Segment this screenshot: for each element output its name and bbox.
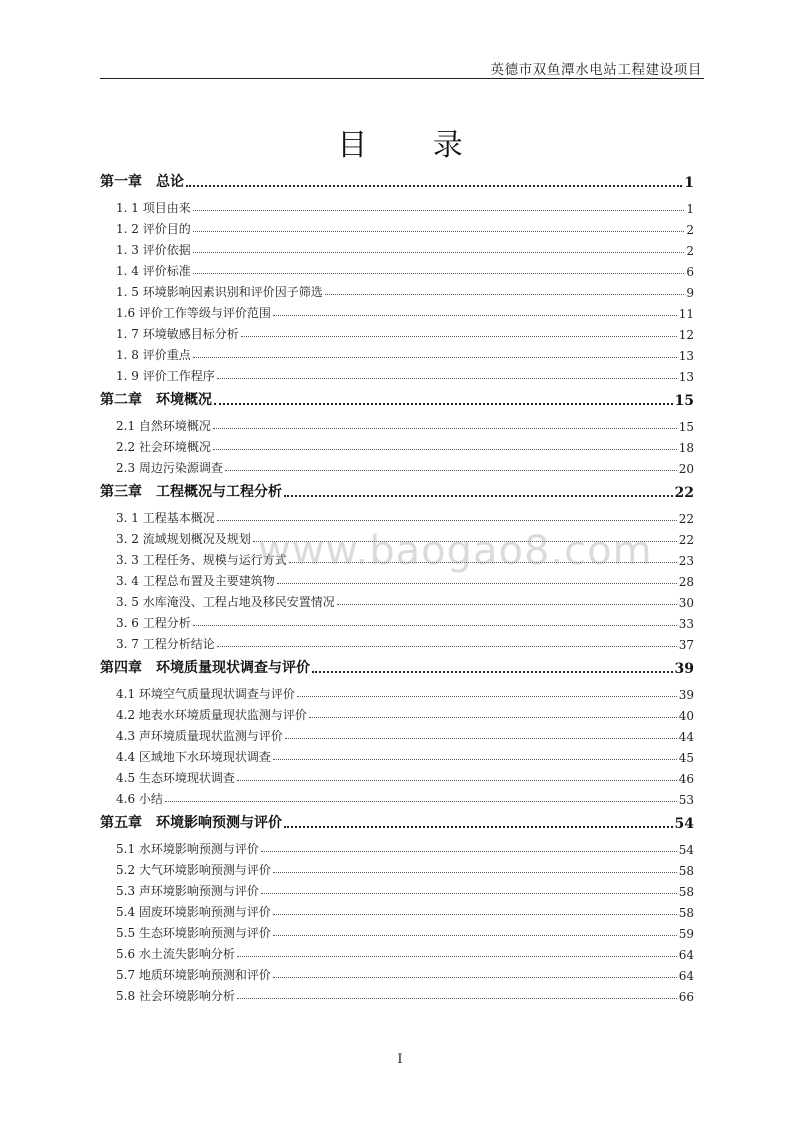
toc-chapter-entry[interactable] <box>100 387 694 409</box>
toc-section-entry[interactable] <box>100 300 694 321</box>
toc-section-entry-page-number: 58 <box>678 885 694 899</box>
toc-chapter-entry[interactable] <box>100 810 694 832</box>
dot-leader <box>261 851 677 852</box>
toc-section-entry[interactable] <box>100 195 694 216</box>
toc-section-entry-label: 5.3 声环境影响预测与评价 <box>116 884 259 898</box>
toc-section-entry-page-number: 30 <box>678 596 694 610</box>
toc-section-entry-label: 4.4 区域地下水环境现状调查 <box>116 750 271 764</box>
toc-section-entry-page-number: 64 <box>678 969 694 983</box>
toc-chapter-entry-label: 第二章 环境概况 <box>100 392 212 408</box>
toc-section-entry-page-number: 46 <box>678 772 694 786</box>
dot-leader <box>237 956 677 957</box>
dot-leader <box>237 780 677 781</box>
dot-leader <box>309 717 677 718</box>
toc-section-entry[interactable] <box>100 610 694 631</box>
toc-chapter-entry-page-number: 39 <box>674 661 694 677</box>
toc-section-entry-page-number: 33 <box>678 617 694 631</box>
toc-section-entry[interactable] <box>100 505 694 526</box>
toc-section-entry[interactable] <box>100 258 694 279</box>
toc-section-entry-page-number: 20 <box>678 462 694 476</box>
toc-section-entry[interactable] <box>100 363 694 384</box>
dot-leader <box>273 759 677 760</box>
toc-chapter-entry[interactable] <box>100 655 694 677</box>
toc-section-entry-label: 3. 4 工程总布置及主要建筑物 <box>116 574 275 588</box>
toc-section-entry[interactable] <box>100 279 694 300</box>
toc-section-entry-page-number: 39 <box>678 688 694 702</box>
toc-chapter-entry-page-number: 1 <box>684 175 694 191</box>
toc-section-entry-label: 3. 1 工程基本概况 <box>116 511 215 525</box>
toc-section-entry[interactable] <box>100 983 694 1004</box>
dot-leader <box>186 185 682 187</box>
dot-leader <box>312 671 673 673</box>
toc-chapter-entry[interactable] <box>100 169 694 191</box>
toc-section-entry-label: 3. 2 流域规划概况及规划 <box>116 532 251 546</box>
toc-section-entry-page-number: 13 <box>678 349 694 363</box>
dot-leader <box>193 357 677 358</box>
toc-section-entry[interactable] <box>100 681 694 702</box>
toc-section-entry-label: 5.4 固废环境影响预测与评价 <box>116 905 271 919</box>
toc-section-entry-page-number: 22 <box>678 512 694 526</box>
toc-section-entry[interactable] <box>100 744 694 765</box>
toc-section-entry-label: 4.3 声环境质量现状监测与评价 <box>116 729 283 743</box>
toc-section-entry-page-number: 13 <box>678 370 694 384</box>
toc-section-entry-label: 1. 5 环境影响因素识别和评价因子筛选 <box>116 285 323 299</box>
toc-section-entry-page-number: 15 <box>678 420 694 434</box>
toc-section-entry-label: 3. 5 水库淹没、工程占地及移民安置情况 <box>116 595 335 609</box>
dot-leader <box>217 646 677 647</box>
toc-section-entry-page-number: 11 <box>678 307 694 321</box>
toc-chapter-entry-page-number: 54 <box>674 816 694 832</box>
toc-section-entry-label: 5.1 水环境影响预测与评价 <box>116 842 259 856</box>
toc-section-entry-page-number: 28 <box>678 575 694 589</box>
toc-section-entry-page-number: 58 <box>678 864 694 878</box>
toc-section-entry[interactable] <box>100 434 694 455</box>
toc-section-entry-page-number: 53 <box>678 793 694 807</box>
toc-section-entry-label: 1. 3 评价依据 <box>116 243 191 257</box>
toc-section-entry-label: 4.1 环境空气质量现状调查与评价 <box>116 687 295 701</box>
toc-section-entry-label: 4.6 小结 <box>116 792 163 806</box>
toc-section-entry-label: 1.6 评价工作等级与评价范围 <box>116 306 271 320</box>
toc-section-entry-label: 5.2 大气环境影响预测与评价 <box>116 863 271 877</box>
dot-leader <box>297 696 677 697</box>
toc-section-entry-label: 1. 8 评价重点 <box>116 348 191 362</box>
dot-leader <box>217 378 677 379</box>
toc-section-entry-page-number: 44 <box>678 730 694 744</box>
dot-leader <box>193 625 677 626</box>
dot-leader <box>284 826 673 828</box>
toc-chapter-entry-label: 第一章 总论 <box>100 174 184 190</box>
toc-section-entry[interactable] <box>100 899 694 920</box>
toc-section-entry-page-number: 59 <box>678 927 694 941</box>
dot-leader <box>213 449 677 450</box>
toc-section-entry[interactable] <box>100 342 694 363</box>
toc-section-entry-page-number: 23 <box>678 554 694 568</box>
toc-section-entry[interactable] <box>100 786 694 807</box>
toc-section-entry-label: 3. 6 工程分析 <box>116 616 191 630</box>
toc-section-entry[interactable] <box>100 878 694 899</box>
toc-section-entry[interactable] <box>100 941 694 962</box>
toc-section-entry[interactable] <box>100 765 694 786</box>
toc-chapter-entry[interactable] <box>100 479 694 501</box>
dot-leader <box>273 935 677 936</box>
watermark: www.baogao8.com <box>258 528 653 574</box>
dot-leader <box>241 336 677 337</box>
toc-section-entry-page-number: 1 <box>686 202 694 216</box>
toc-section-entry-page-number: 58 <box>678 906 694 920</box>
dot-leader <box>273 315 677 316</box>
toc-section-entry[interactable] <box>100 857 694 878</box>
toc-section-entry-label: 4.2 地表水环境质量现状监测与评价 <box>116 708 307 722</box>
toc-section-entry-page-number: 64 <box>678 948 694 962</box>
toc-section-entry-page-number: 2 <box>686 244 694 258</box>
toc-section-entry-label: 3. 3 工程任务、规模与运行方式 <box>116 553 287 567</box>
dot-leader <box>213 428 677 429</box>
toc-chapter-entry-page-number: 15 <box>674 393 694 409</box>
table-of-contents <box>100 166 694 1004</box>
dot-leader <box>337 604 677 605</box>
toc-section-entry[interactable] <box>100 589 694 610</box>
toc-section-entry-label: 3. 7 工程分析结论 <box>116 637 215 651</box>
toc-section-entry[interactable] <box>100 413 694 434</box>
dot-leader <box>273 914 677 915</box>
toc-section-entry-label: 5.8 社会环境影响分析 <box>116 989 235 1003</box>
dot-leader <box>165 801 677 802</box>
page-number: I <box>397 1052 403 1067</box>
toc-section-entry-label: 2.1 自然环境概况 <box>116 419 211 433</box>
dot-leader <box>193 273 685 274</box>
toc-section-entry-label: 5.5 生态环境影响预测与评价 <box>116 926 271 940</box>
toc-section-entry[interactable] <box>100 455 694 476</box>
toc-title: 目 录 <box>337 128 491 163</box>
header-rule <box>100 78 704 79</box>
toc-chapter-entry-label: 第五章 环境影响预测与评价 <box>100 815 282 831</box>
toc-section-entry-page-number: 6 <box>686 265 694 279</box>
toc-section-entry-page-number: 9 <box>686 286 694 300</box>
toc-section-entry-page-number: 22 <box>678 533 694 547</box>
toc-section-entry-label: 5.6 水土流失影响分析 <box>116 947 235 961</box>
toc-section-entry-label: 2.2 社会环境概况 <box>116 440 211 454</box>
dot-leader <box>193 231 685 232</box>
dot-leader <box>225 470 677 471</box>
toc-section-entry[interactable] <box>100 723 694 744</box>
toc-section-entry-page-number: 12 <box>678 328 694 342</box>
toc-section-entry-label: 1. 4 评价标准 <box>116 264 191 278</box>
toc-section-entry[interactable] <box>100 962 694 983</box>
dot-leader <box>193 252 685 253</box>
toc-section-entry[interactable] <box>100 631 694 652</box>
toc-chapter-entry-page-number: 22 <box>674 485 694 501</box>
toc-section-entry-page-number: 40 <box>678 709 694 723</box>
dot-leader <box>217 520 677 521</box>
toc-section-entry[interactable] <box>100 216 694 237</box>
dot-leader <box>237 998 677 999</box>
toc-section-entry-page-number: 45 <box>678 751 694 765</box>
toc-section-entry-label: 2.3 周边污染源调查 <box>116 461 223 475</box>
toc-section-entry-label: 1. 9 评价工作程序 <box>116 369 215 383</box>
toc-chapter-entry-label: 第三章 工程概况与工程分析 <box>100 484 282 500</box>
toc-section-entry-page-number: 37 <box>678 638 694 652</box>
toc-section-entry-label: 1. 2 评价目的 <box>116 222 191 236</box>
running-header-title: 英德市双鱼潭水电站工程建设项目 <box>490 62 702 78</box>
toc-section-entry-page-number: 54 <box>678 843 694 857</box>
dot-leader <box>285 738 677 739</box>
toc-section-entry-page-number: 66 <box>678 990 694 1004</box>
dot-leader <box>261 893 677 894</box>
toc-section-entry-label: 4.5 生态环境现状调查 <box>116 771 235 785</box>
dot-leader <box>277 583 677 584</box>
toc-section-entry-label: 5.7 地质环境影响预测和评价 <box>116 968 271 982</box>
dot-leader <box>273 977 677 978</box>
toc-section-entry[interactable] <box>100 321 694 342</box>
toc-section-entry-label: 1. 1 项目由来 <box>116 201 191 215</box>
toc-section-entry-page-number: 18 <box>678 441 694 455</box>
dot-leader <box>273 872 677 873</box>
dot-leader <box>193 210 685 211</box>
toc-section-entry-label: 1. 7 环境敏感目标分析 <box>116 327 239 341</box>
toc-section-entry[interactable] <box>100 920 694 941</box>
toc-section-entry-page-number: 2 <box>686 223 694 237</box>
dot-leader <box>325 294 685 295</box>
toc-chapter-entry-label: 第四章 环境质量现状调查与评价 <box>100 660 310 676</box>
toc-section-entry[interactable] <box>100 702 694 723</box>
toc-section-entry[interactable] <box>100 836 694 857</box>
toc-section-entry[interactable] <box>100 237 694 258</box>
dot-leader <box>284 495 673 497</box>
dot-leader <box>214 403 673 405</box>
